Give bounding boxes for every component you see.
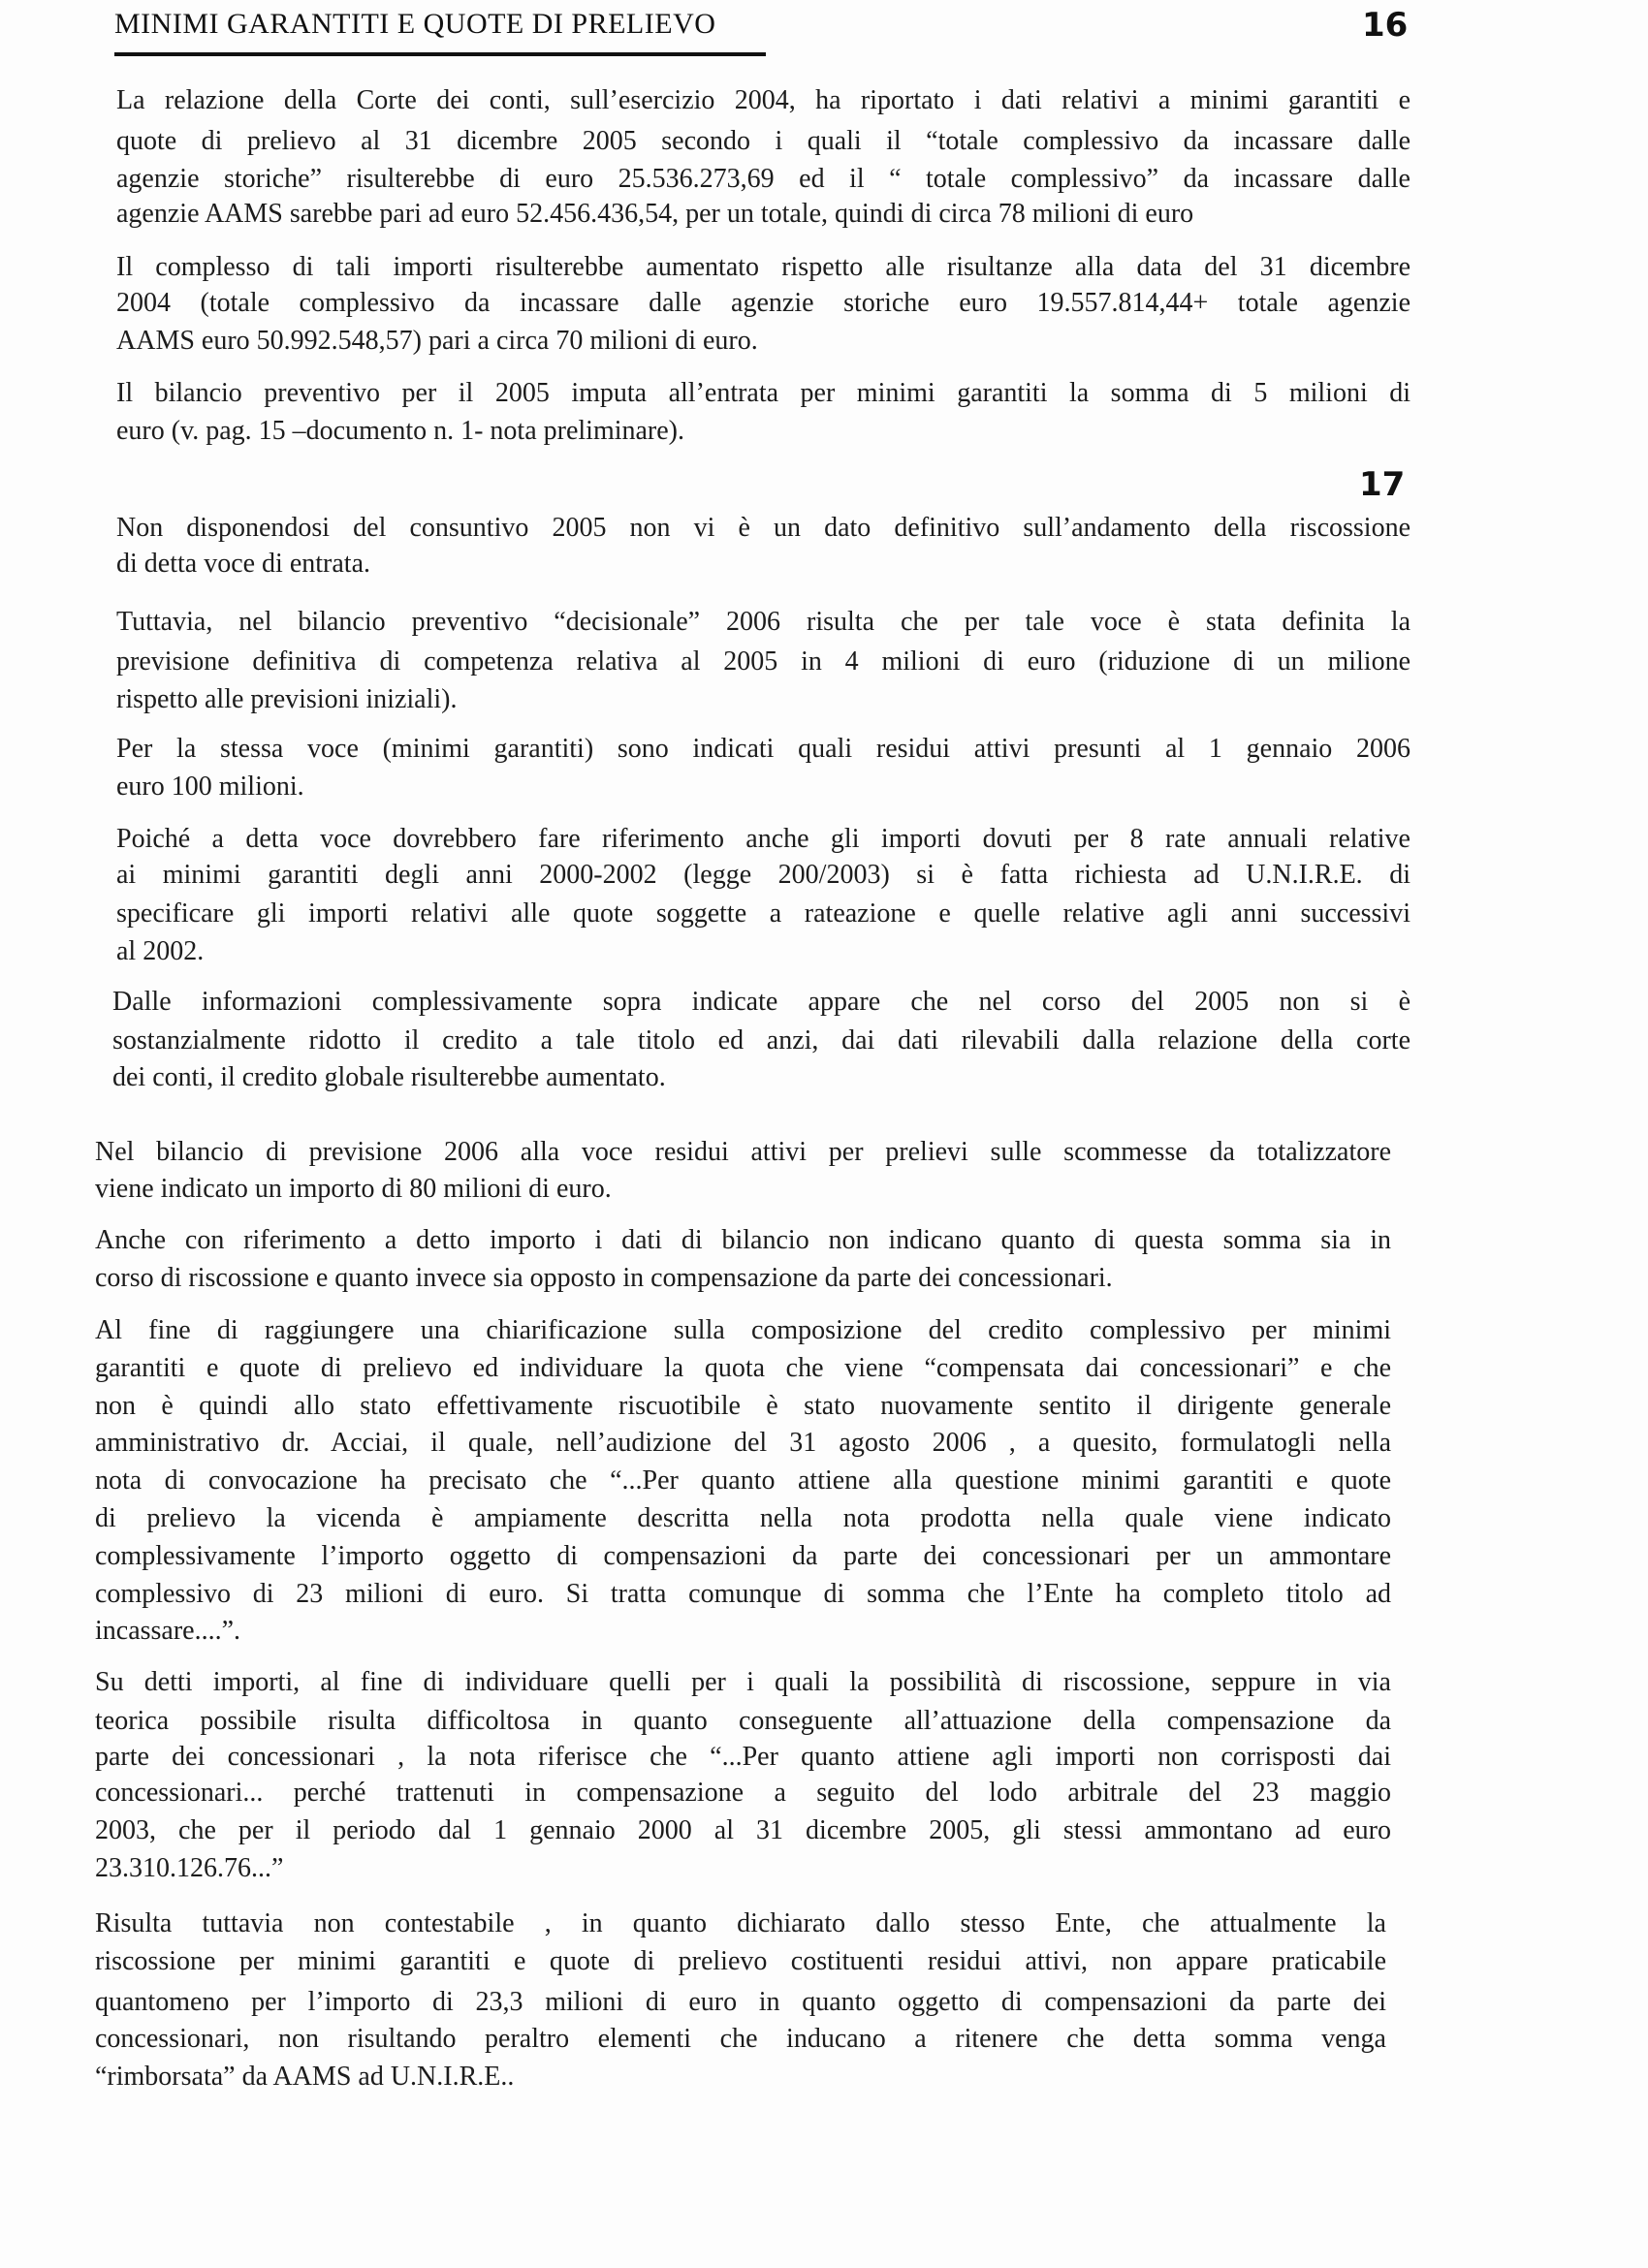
text-line: 23.310.126.76...”: [95, 1853, 284, 1883]
text-line: di detta voce di entrata.: [116, 549, 370, 579]
text-line: agenzie AAMS sarebbe pari ad euro 52.456.436,54, per un totale, quindi di circa 78 milioni di euro: [116, 199, 1194, 229]
text-line: euro 100 milioni.: [116, 772, 304, 802]
text-line: ai minimi garantiti degli anni 2000-2002 (legge 200/2003) si è fatta richiesta ad U.N.I.R.E. di: [116, 860, 1410, 890]
text-line: Nel bilancio di previsione 2006 alla voce residui attivi per prelievi sulle scommesse da totalizzatore: [95, 1137, 1391, 1167]
text-line: garantiti e quote di prelievo ed individuare la quota che viene “compensata dai concessionari” e che: [95, 1353, 1391, 1383]
text-line: sostanzialmente ridotto il credito a tale titolo ed anzi, dai dati rilevabili dalla relazione della corte: [112, 1025, 1410, 1055]
text-line: non è quindi allo stato effettivamente riscuotibile è stato nuovamente sentito il dirigente generale: [95, 1391, 1391, 1421]
text-line: Poiché a detta voce dovrebbero fare riferimento anche gli importi dovuti per 8 rate annuali relative: [116, 824, 1410, 854]
text-line: “rimborsata” da AAMS ad U.N.I.R.E..: [95, 2062, 515, 2092]
text-line: Tuttavia, nel bilancio preventivo “decisionale” 2006 risulta che per tale voce è stata definita la: [116, 607, 1410, 637]
text-line: dei conti, il credito globale risulterebbe aumentato.: [112, 1062, 666, 1092]
text-line: Non disponendosi del consuntivo 2005 non vi è un dato definitivo sull’andamento della riscossione: [116, 513, 1410, 543]
text-line: specificare gli importi relativi alle quote soggette a rateazione e quelle relative agli anni successivi: [116, 898, 1410, 929]
text-line: complessivamente l’importo oggetto di compensazioni da parte dei concessionari per un ammontare: [95, 1541, 1391, 1571]
text-line: complessivo di 23 milioni di euro. Si tratta comunque di somma che l’Ente ha completo titolo ad: [95, 1579, 1391, 1609]
page-number-17: 17: [1359, 465, 1406, 504]
text-line: nota di convocazione ha precisato che “...Per quanto attiene alla questione minimi garantiti e quote: [95, 1465, 1391, 1496]
text-line: Risulta tuttavia non contestabile , in quanto dichiarato dallo stesso Ente, che attualmente la: [95, 1908, 1386, 1938]
text-line: teorica possibile risulta difficoltosa in quanto conseguente all’attuazione della compensazione da: [95, 1706, 1391, 1736]
text-line: parte dei concessionari , la nota riferisce che “...Per quanto attiene agli importi non corrisposti dai: [95, 1742, 1391, 1772]
text-line: amministrativo dr. Acciai, il quale, nell’audizione del 31 agosto 2006 , a quesito, formulatogli nella: [95, 1428, 1391, 1458]
text-line: al 2002.: [116, 936, 205, 966]
text-line: incassare....”.: [95, 1616, 241, 1646]
text-line: di prelievo la vicenda è ampiamente descritta nella nota prodotta nella quale viene indicato: [95, 1503, 1391, 1533]
text-line: Il complesso di tali importi risulterebbe aumentato rispetto alle risultanze alla data del 31 dicembre: [116, 252, 1410, 282]
text-line: quantomeno per l’importo di 23,3 milioni di euro in quanto oggetto di compensazioni da parte dei: [95, 1987, 1386, 2017]
text-line: corso di riscossione e quanto invece sia opposto in compensazione da parte dei concessionari.: [95, 1263, 1113, 1293]
text-line: euro (v. pag. 15 –documento n. 1- nota preliminare).: [116, 416, 685, 446]
text-line: concessionari... perché trattenuti in compensazione a seguito del lodo arbitrale del 23 maggio: [95, 1778, 1391, 1808]
text-line: Il bilancio preventivo per il 2005 imputa all’entrata per minimi garantiti la somma di 5 milioni di: [116, 378, 1410, 408]
text-line: Al fine di raggiungere una chiarificazione sulla composizione del credito complessivo per minimi: [95, 1315, 1391, 1345]
text-line: Dalle informazioni complessivamente sopra indicate appare che nel corso del 2005 non si è: [112, 987, 1410, 1017]
text-line: 2003, che per il periodo dal 1 gennaio 2000 al 31 dicembre 2005, gli stessi ammontano ad euro: [95, 1815, 1391, 1845]
text-line: Anche con riferimento a detto importo i dati di bilancio non indicano quanto di questa somma sia in: [95, 1225, 1391, 1255]
text-line: Per la stessa voce (minimi garantiti) sono indicati quali residui attivi presunti al 1 gennaio 2006: [116, 734, 1410, 764]
text-line: 2004 (totale complessivo da incassare dalle agenzie storiche euro 19.557.814,44+ totale agenzie: [116, 288, 1410, 318]
section-heading: MINIMI GARANTITI E QUOTE DI PRELIEVO: [114, 8, 716, 40]
text-line: rispetto alle previsioni iniziali).: [116, 684, 458, 714]
text-line: viene indicato un importo di 80 milioni di euro.: [95, 1174, 612, 1204]
text-line: previsione definitiva di competenza relativa al 2005 in 4 milioni di euro (riduzione di un milione: [116, 646, 1410, 677]
heading-underline: [114, 52, 766, 56]
page-number-16: 16: [1362, 6, 1409, 45]
text-line: La relazione della Corte dei conti, sull’esercizio 2004, ha riportato i dati relativi a minimi garantiti e: [116, 85, 1410, 115]
text-line: Su detti importi, al fine di individuare quelli per i quali la possibilità di riscossione, seppure in via: [95, 1667, 1391, 1697]
text-line: riscossione per minimi garantiti e quote di prelievo costituenti residui attivi, non appare praticabile: [95, 1946, 1386, 1976]
text-line: agenzie storiche” risulterebbe di euro 25.536.273,69 ed il “ totale complessivo” da incassare dalle: [116, 164, 1410, 194]
text-line: AAMS euro 50.992.548,57) pari a circa 70 milioni di euro.: [116, 326, 758, 356]
text-line: concessionari, non risultando peraltro elementi che inducano a ritenere che detta somma venga: [95, 2024, 1386, 2054]
text-line: quote di prelievo al 31 dicembre 2005 secondo i quali il “totale complessivo da incassare dalle: [116, 126, 1410, 156]
